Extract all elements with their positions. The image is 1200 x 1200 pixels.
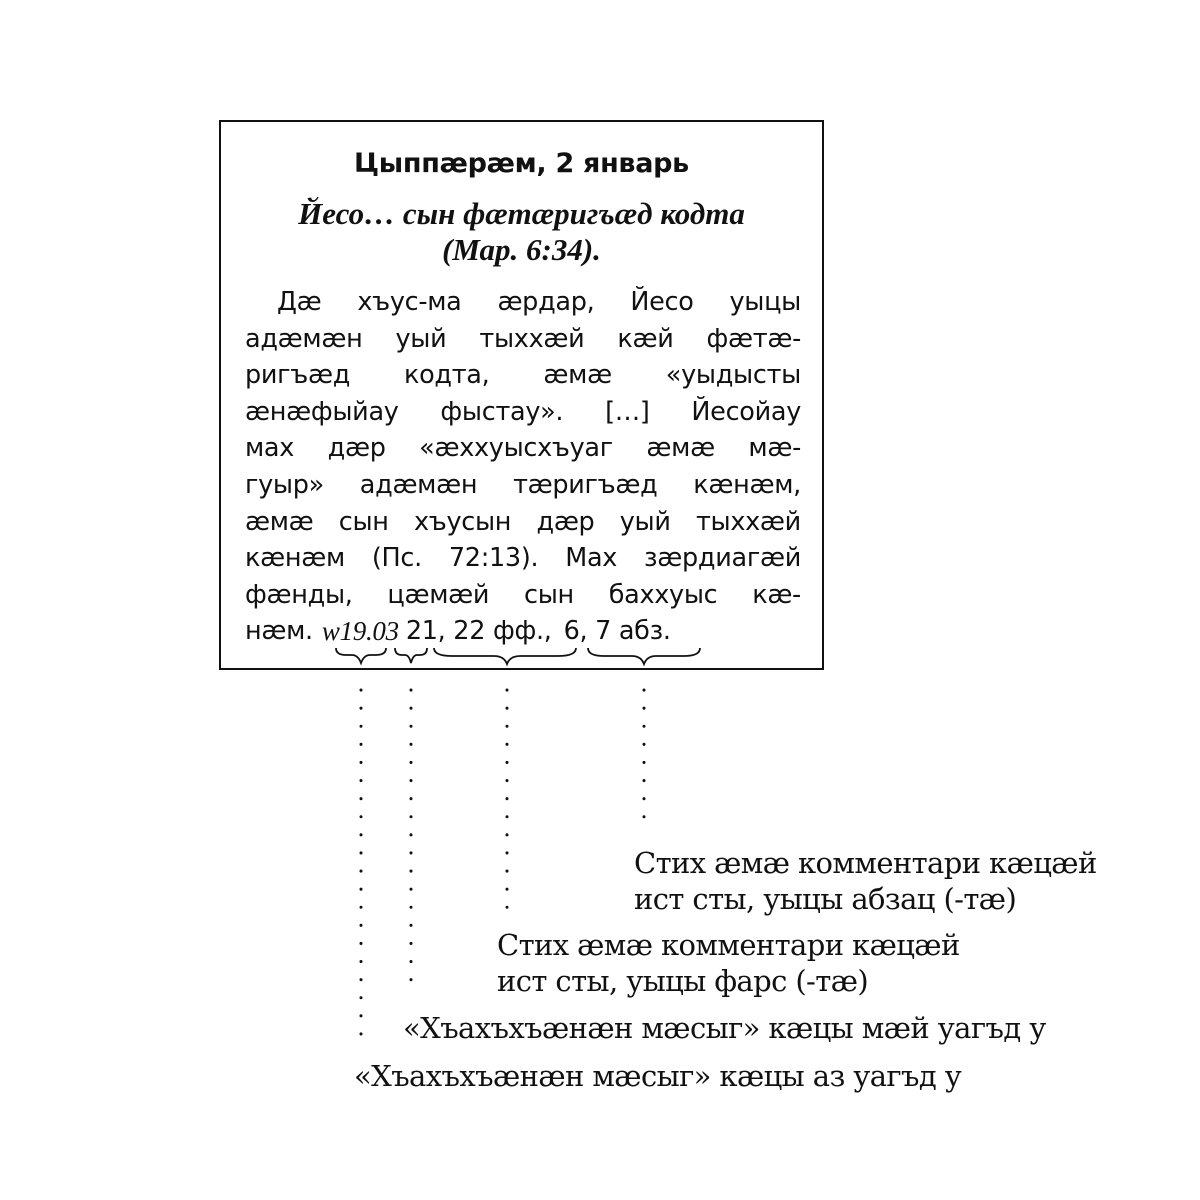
callout-pages bbox=[497, 927, 960, 999]
body-word: гуыр» bbox=[245, 469, 324, 500]
body-word: «уыдысты bbox=[665, 360, 801, 391]
body-word: зæрдиагæй bbox=[644, 543, 801, 574]
body-word: 72:13). bbox=[448, 543, 539, 574]
body-word: тыххæй bbox=[479, 323, 585, 354]
callout-pages-line-2: ист сты, уыцы фарс (-тæ) bbox=[497, 964, 869, 998]
body-word: фæнды, bbox=[245, 579, 353, 610]
verse-line-1: Йесо… сын фæтæригъæд кодта bbox=[298, 196, 745, 231]
body-word: дæр bbox=[327, 433, 386, 464]
body-word: тæригъæд bbox=[513, 469, 658, 500]
entry-date-heading: Цыппæрæм, 2 январь bbox=[354, 148, 689, 179]
body-word: цæмæй bbox=[387, 579, 490, 610]
body-word: «æххуысхъуаг bbox=[419, 433, 613, 464]
body-word: дæр bbox=[536, 506, 595, 537]
callout-paragraphs-line-2: ист сты, уыцы абзац (-тæ) bbox=[634, 882, 1017, 916]
body-word: баххуыс bbox=[608, 579, 718, 610]
body-word: Йесойау bbox=[691, 396, 801, 427]
body-word: æмæ bbox=[646, 433, 715, 464]
body-word: æмæ bbox=[543, 360, 612, 391]
callout-issue: «Хъахъхъæнæн мæсыг» кæцы мæй уагъд у bbox=[403, 1011, 1046, 1045]
body-word: Мах bbox=[565, 543, 618, 574]
ref-pages: 21, 22 фф., bbox=[405, 616, 552, 647]
body-word: ригъæд bbox=[245, 360, 351, 391]
body-word: хъус-ма bbox=[357, 287, 462, 317]
ref-paragraphs: 6, 7 абз. bbox=[563, 616, 671, 647]
body-word: […] bbox=[605, 396, 650, 427]
brace-paragraphs bbox=[588, 648, 700, 664]
body-word: фæтæ- bbox=[706, 323, 801, 354]
ref-publication: w19 bbox=[321, 616, 366, 647]
body-word: æнæфыйау bbox=[245, 396, 399, 427]
ref-issue: .03 bbox=[365, 616, 399, 647]
body-word: уыцы bbox=[729, 287, 801, 317]
body-word: адæмæн bbox=[245, 323, 363, 354]
brace-pages bbox=[434, 648, 576, 664]
callout-paragraphs bbox=[634, 845, 1097, 917]
body-word: кодта, bbox=[404, 360, 490, 391]
body-word: мæ- bbox=[748, 433, 801, 464]
body-word: кæнæм bbox=[245, 543, 345, 574]
brace-publication bbox=[336, 648, 386, 663]
body-word: тыххæй bbox=[695, 506, 801, 537]
body-word: уый bbox=[619, 506, 671, 537]
body-word: мах bbox=[245, 433, 295, 464]
callout-paragraphs-line-1: Стих æмæ комментари кæцæй bbox=[634, 846, 1097, 880]
brace-issue bbox=[395, 648, 427, 663]
body-word: сын bbox=[523, 579, 574, 610]
body-word: Дæ bbox=[277, 287, 322, 317]
body-word: уый bbox=[395, 323, 447, 354]
body-word: æрдар, bbox=[497, 287, 595, 317]
body-last-word: нæм. bbox=[245, 616, 313, 647]
body-word: кæй bbox=[617, 323, 674, 354]
body-word: (Пс. bbox=[371, 543, 422, 574]
verse-line-2: (Мар. 6:34). bbox=[442, 232, 601, 267]
callout-pages-line-1: Стих æмæ комментари кæцæй bbox=[497, 928, 960, 962]
body-word: кæнæм, bbox=[693, 469, 801, 500]
body-word: сын bbox=[338, 506, 389, 537]
body-word: кæ- bbox=[752, 579, 801, 610]
body-word: æмæ bbox=[245, 506, 314, 537]
callout-publication: «Хъахъхъæнæн мæсыг» кæцы аз уагъд у bbox=[354, 1059, 962, 1093]
body-word: хъусын bbox=[413, 506, 512, 537]
body-word: адæмæн bbox=[359, 469, 478, 500]
body-word: фыстау». bbox=[440, 396, 564, 427]
body-word: Йесо bbox=[630, 287, 694, 317]
